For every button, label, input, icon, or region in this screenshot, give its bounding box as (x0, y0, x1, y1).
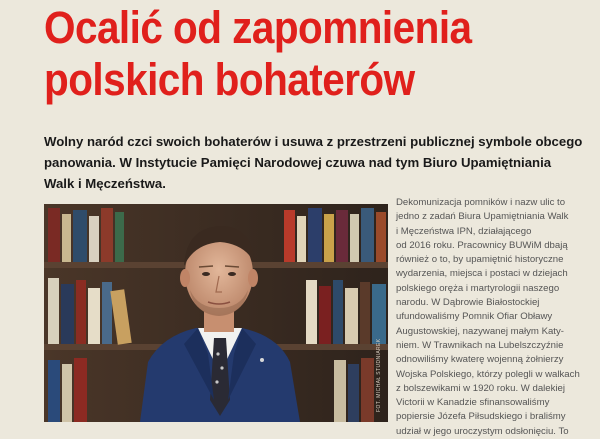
body-line: ufundowaliśmy Pomnik Ofiar Obławy (396, 311, 553, 323)
body-line: jedno z zadań Biura Upamiętniania Walk (396, 211, 569, 223)
body-line: popiersie Józefa Piłsudskiego i braliśmy (396, 411, 566, 423)
headline-line-2: polskich bohaterów (44, 54, 415, 105)
body-line: z bolszewikami w 1920 roku. W dalekiej (396, 382, 566, 394)
body-line: i Męczeństwa IPN, działającego (396, 225, 532, 237)
body-line: od 2016 roku. Pracownicy BUWiM dbają (396, 239, 568, 251)
article-headline (44, 2, 472, 106)
lead-line-3: Walk i Męczeństwa. (44, 176, 166, 191)
body-line: Victorii w Kanadzie sfinansowaliśmy (396, 397, 550, 409)
headline-line-1: Ocalić od zapomnienia (44, 2, 472, 53)
body-line: polskiego oręża i martyrologii naszego (396, 282, 560, 294)
body-line: Dekomunizacja pomników i nazw ulic to (396, 197, 566, 208)
body-line: wydarzenia, miejsca i postaci w dziejach (396, 268, 568, 280)
portrait-photo (44, 204, 388, 422)
lead-line-1: Wolny naród czci swoich bohaterów i usuwa z przestrzeni publicznej symbole obcego (44, 134, 583, 149)
body-line: niem. W Trawnikach na Lubelszczyźnie (396, 339, 564, 351)
body-line: narodu. W Dąbrowie Białostockiej (396, 297, 540, 309)
body-line: odnowiliśmy kwaterę wojenną żołnierzy (396, 354, 564, 366)
body-line: Wojska Polskiego, którzy polegli w walkach (396, 368, 580, 380)
body-line: udział w jego uroczystym odsłonięciu. To (396, 425, 569, 437)
article-body (396, 196, 596, 439)
body-line: również o to, by upamiętnić historyczne (396, 254, 564, 266)
body-line: Augustowskiej, nazywanej małym Katy- (396, 325, 564, 337)
lead-line-2: panowania. W Instytucie Pamięci Narodowej czuwa nad tym Biuro Upamiętniania (44, 155, 552, 170)
photo-credit: FOT. MICHAŁ STUDNIAREK (376, 338, 382, 412)
article-lead (44, 131, 584, 194)
